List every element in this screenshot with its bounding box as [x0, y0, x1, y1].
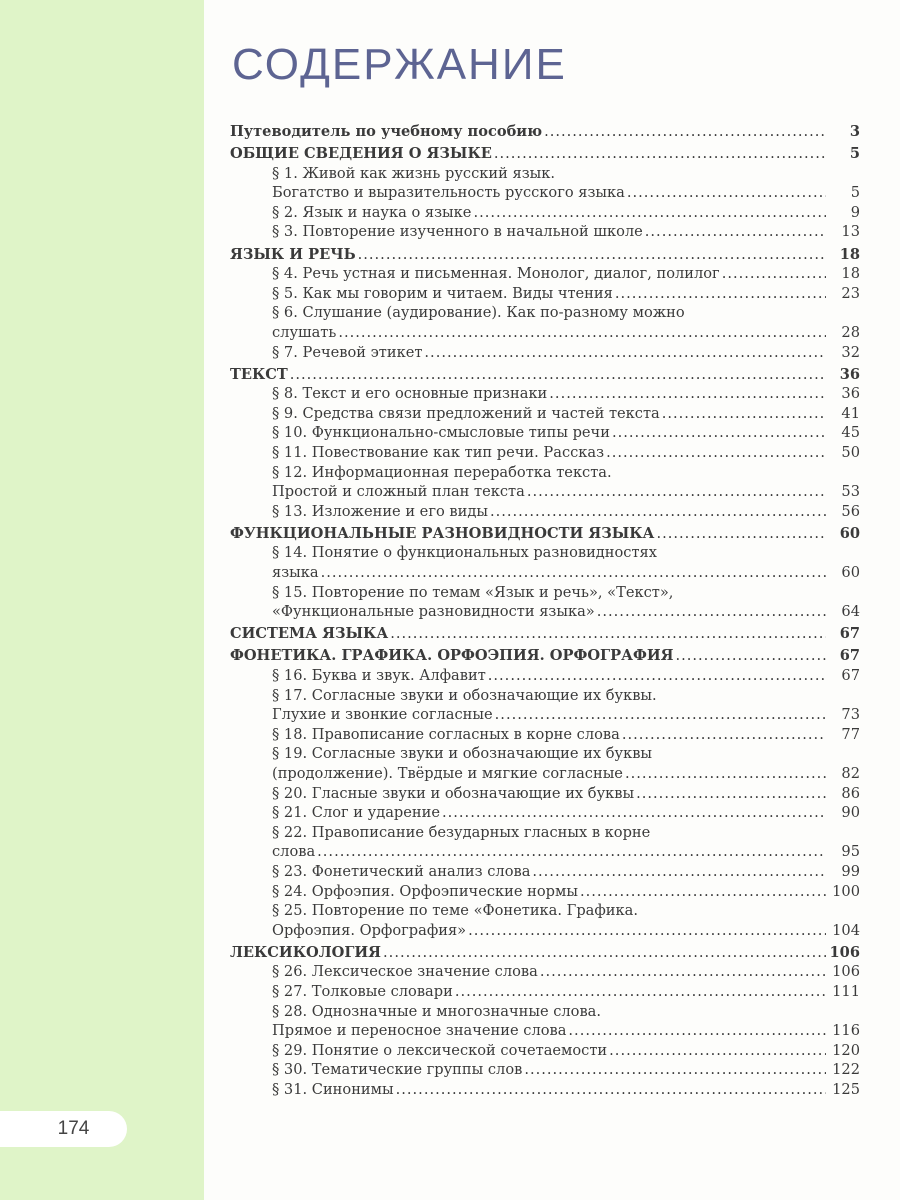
dot-leader: [527, 482, 826, 502]
toc-entry-title: ЯЗЫК И РЕЧЬ: [230, 245, 356, 263]
toc-page-number: 99: [841, 862, 860, 880]
dot-leader: [468, 921, 826, 941]
dot-leader: [383, 943, 826, 963]
dot-leader: [544, 122, 826, 142]
toc-entry[interactable]: [230, 666, 860, 686]
toc-entry-title: § 24. Орфоэпия. Орфоэпические нормы: [272, 882, 578, 900]
toc-entry-title: ОБЩИЕ СВЕДЕНИЯ О ЯЗЫКЕ: [230, 145, 492, 163]
dot-leader: [625, 764, 826, 784]
dot-leader: [317, 842, 826, 862]
toc-entry-title: § 23. Фонетический анализ слова: [272, 862, 531, 880]
toc-entry[interactable]: [230, 343, 860, 363]
toc-entry[interactable]: [230, 901, 860, 921]
dot-leader: [636, 784, 826, 804]
toc-page-number: 3: [849, 123, 860, 140]
toc-entry[interactable]: [230, 1041, 860, 1061]
toc-entry-title: § 27. Толковые словари: [272, 983, 453, 1001]
toc-chapter[interactable]: [230, 943, 860, 963]
toc-entry-title: § 11. Повествование как тип речи. Рассказ: [272, 444, 605, 461]
toc-entry-title: слушать: [272, 323, 337, 341]
page-number: 174: [0, 1111, 127, 1147]
toc-entry-title: § 30. Тематические группы слов: [272, 1061, 523, 1079]
toc-entry-title: § 25. Повторение по теме «Фонетика. Графика.: [272, 902, 638, 920]
toc-page-number: 13: [841, 223, 860, 241]
dot-leader: [494, 144, 826, 164]
toc-entry-title: § 31. Синонимы: [272, 1081, 394, 1098]
toc-entry-title: § 28. Однозначные и многозначные слова.: [272, 1002, 602, 1020]
toc-page-number: 36: [839, 365, 860, 383]
toc-entry-title: § 18. Правописание согласных в корне слова: [272, 725, 620, 743]
toc-page-number: 90: [841, 804, 860, 822]
toc-page-number: 18: [841, 265, 860, 283]
toc-page-number: 95: [841, 843, 860, 861]
toc-entry-title: ТЕКСТ: [230, 365, 288, 383]
toc-entry-title: ЛЕКСИКОЛОГИЯ: [230, 943, 382, 961]
dot-leader: [455, 982, 826, 1002]
toc-entry[interactable]: [230, 482, 860, 502]
toc-entry-title: § 12. Информационная переработка текста.: [272, 463, 612, 481]
toc-entry[interactable]: [230, 784, 860, 804]
toc-page-number: 106: [829, 943, 860, 961]
dot-leader: [622, 725, 826, 745]
toc-entry[interactable]: [230, 1021, 860, 1041]
toc-entry-title: § 21. Слог и ударение: [272, 804, 440, 822]
toc-entry[interactable]: [230, 203, 860, 223]
toc-page-number: 111: [832, 983, 860, 1001]
toc-entry[interactable]: [230, 384, 860, 404]
dot-leader: [609, 1041, 826, 1061]
toc-page-number: 106: [832, 963, 860, 981]
dot-leader: [662, 404, 826, 424]
toc-page-number: 104: [832, 921, 860, 939]
toc-entry[interactable]: [230, 222, 860, 242]
dot-leader: [488, 666, 826, 686]
toc-entry[interactable]: [230, 463, 860, 483]
toc-page-number: 9: [850, 203, 860, 221]
toc-entry[interactable]: [230, 725, 860, 745]
toc-chapter[interactable]: [230, 245, 860, 265]
toc-entry[interactable]: [230, 705, 860, 725]
toc-entry-title: § 5. Как мы говорим и читаем. Виды чтения: [272, 284, 613, 302]
table-of-contents: [230, 122, 860, 1100]
toc-page-number: 86: [841, 784, 860, 802]
toc-entry[interactable]: [230, 583, 860, 603]
toc-entry-title: Путеводитель по учебному пособию: [230, 123, 543, 140]
toc-entry[interactable]: [230, 744, 860, 764]
toc-page-number: 100: [832, 882, 860, 900]
toc-page-number: 73: [841, 706, 860, 724]
dot-leader: [290, 365, 826, 385]
toc-entry[interactable]: [230, 1080, 860, 1100]
toc-entry[interactable]: [230, 921, 860, 941]
dot-leader: [656, 524, 826, 544]
dot-leader: [424, 343, 826, 363]
toc-page-number: 82: [841, 765, 860, 782]
toc-entry[interactable]: [230, 1060, 860, 1080]
toc-chapter[interactable]: [230, 144, 860, 164]
toc-entry-title: § 4. Речь устная и письменная. Монолог, диалог, полилог: [272, 265, 720, 283]
toc-page-number: 67: [839, 625, 860, 643]
toc-page-number: 60: [839, 524, 860, 542]
toc-entry-title: Орфоэпия. Орфография»: [272, 921, 467, 939]
page-title: СОДЕРЖАНИЕ: [232, 40, 567, 89]
toc-entry-title: Глухие и звонкие согласные: [272, 706, 493, 724]
toc-page-number: 64: [841, 603, 860, 621]
dot-leader: [568, 1021, 826, 1041]
toc-page-number: 53: [841, 483, 860, 501]
toc-entry-title: § 3. Повторение изученного в начальной школе: [272, 223, 643, 241]
toc-entry-title: § 2. Язык и наука о языке: [272, 203, 472, 221]
toc-chapter[interactable]: [230, 122, 860, 142]
toc-page-number: 36: [841, 385, 860, 403]
toc-entry-title: языка: [272, 564, 319, 582]
dot-leader: [645, 222, 826, 242]
toc-entry[interactable]: [230, 882, 860, 902]
toc-entry[interactable]: [230, 164, 860, 184]
toc-entry[interactable]: [230, 962, 860, 982]
toc-entry[interactable]: [230, 323, 860, 343]
dot-leader: [396, 1080, 826, 1100]
toc-entry[interactable]: [230, 823, 860, 843]
toc-page-number: 77: [841, 725, 860, 743]
toc-page-number: 125: [832, 1081, 860, 1098]
toc-entry[interactable]: [230, 803, 860, 823]
toc-entry-title: § 22. Правописание безударных гласных в корне: [272, 823, 651, 841]
toc-page-number: 32: [841, 343, 860, 361]
toc-entry-title: ФУНКЦИОНАЛЬНЫЕ РАЗНОВИДНОСТИ ЯЗЫКА: [230, 524, 655, 542]
toc-chapter[interactable]: [230, 524, 860, 544]
dot-leader: [597, 602, 826, 622]
toc-page-number: 116: [832, 1022, 860, 1040]
dot-leader: [532, 862, 826, 882]
toc-page-number: 28: [841, 323, 860, 341]
toc-entry-title: § 14. Понятие о функциональных разновидностях: [272, 544, 657, 562]
toc-page-number: 120: [832, 1041, 860, 1059]
toc-entry[interactable]: [230, 982, 860, 1002]
dot-leader: [580, 882, 826, 902]
toc-entry-title: § 20. Гласные звуки и обозначающие их буквы: [272, 784, 635, 802]
toc-entry-title: § 19. Согласные звуки и обозначающие их буквы: [272, 745, 653, 763]
toc-entry-title: § 7. Речевой этикет: [272, 343, 423, 361]
toc-entry-title: § 10. Функционально-смысловые типы речи: [272, 424, 610, 442]
toc-entry-title: § 16. Буква и звук. Алфавит: [272, 667, 486, 685]
dot-leader: [473, 203, 826, 223]
toc-entry[interactable]: [230, 264, 860, 284]
toc-entry-title: Богатство и выразительность русского языка: [272, 184, 625, 202]
toc-chapter[interactable]: [230, 365, 860, 385]
toc-entry-title: Прямое и переносное значение слова: [272, 1022, 567, 1040]
toc-entry-title: слова: [272, 843, 316, 861]
toc-entry[interactable]: [230, 686, 860, 706]
dot-leader: [490, 502, 826, 522]
dot-leader: [495, 705, 826, 725]
toc-entry-title: § 6. Слушание (аудирование). Как по-разному можно: [272, 304, 685, 322]
toc-entry[interactable]: [230, 443, 860, 463]
toc-entry[interactable]: [230, 303, 860, 323]
toc-chapter[interactable]: [230, 646, 860, 666]
toc-entry[interactable]: [230, 183, 860, 203]
toc-entry[interactable]: [230, 842, 860, 862]
toc-page-number: 23: [841, 284, 860, 302]
toc-entry[interactable]: [230, 502, 860, 522]
dot-leader: [606, 443, 826, 463]
toc-entry-title: СИСТЕМА ЯЗЫКА: [230, 625, 389, 643]
dot-leader: [338, 323, 826, 343]
toc-entry[interactable]: [230, 404, 860, 424]
toc-entry-title: § 8. Текст и его основные признаки: [272, 385, 548, 403]
toc-entry[interactable]: [230, 862, 860, 882]
toc-entry-title: § 1. Живой как жизнь русский язык.: [272, 164, 556, 182]
toc-page-number: 18: [839, 245, 860, 263]
toc-entry-title: § 26. Лексическое значение слова: [272, 963, 538, 981]
toc-entry[interactable]: [230, 284, 860, 304]
dot-leader: [675, 646, 826, 666]
toc-entry-title: § 9. Средства связи предложений и частей текста: [272, 404, 660, 422]
toc-entry-title: § 15. Повторение по темам «Язык и речь», «Текст»,: [272, 583, 674, 601]
toc-page-number: 5: [849, 145, 860, 163]
toc-entry[interactable]: [230, 602, 860, 622]
toc-page-number: 122: [832, 1061, 860, 1079]
toc-page-number: 41: [841, 404, 860, 422]
toc-entry[interactable]: [230, 423, 860, 443]
dot-leader: [627, 183, 826, 203]
toc-page-number: 60: [841, 564, 860, 582]
dot-leader: [390, 624, 826, 644]
dot-leader: [358, 245, 826, 265]
toc-page-number: 56: [841, 502, 860, 520]
toc-page-number: 67: [839, 647, 860, 665]
dot-leader: [549, 384, 826, 404]
toc-page-number: 50: [841, 444, 860, 461]
toc-entry-title: Простой и сложный план текста: [272, 483, 525, 501]
dot-leader: [722, 264, 826, 284]
toc-entry-title: ФОНЕТИКА. ГРАФИКА. ОРФОЭПИЯ. ОРФОГРАФИЯ: [230, 647, 674, 665]
toc-entry[interactable]: [230, 563, 860, 583]
dot-leader: [321, 563, 826, 583]
toc-page-number: 67: [841, 667, 860, 685]
toc-entry-title: § 29. Понятие о лексической сочетаемости: [272, 1041, 608, 1059]
dot-leader: [612, 423, 826, 443]
toc-page-number: 45: [841, 424, 860, 442]
toc-entry-title: «Функциональные разновидности языка»: [272, 603, 595, 621]
toc-entry[interactable]: [230, 764, 860, 784]
toc-entry-title: § 17. Согласные звуки и обозначающие их буквы.: [272, 686, 657, 704]
dot-leader: [442, 803, 826, 823]
toc-entry[interactable]: [230, 1002, 860, 1022]
toc-entry[interactable]: [230, 543, 860, 563]
toc-entry-title: (продолжение). Твёрдые и мягкие согласные: [272, 765, 623, 782]
toc-entry-title: § 13. Изложение и его виды: [272, 502, 488, 520]
dot-leader: [524, 1060, 826, 1080]
toc-page-number: 5: [850, 184, 860, 202]
side-color-band: [0, 0, 204, 1200]
dot-leader: [615, 284, 826, 304]
toc-chapter[interactable]: [230, 624, 860, 644]
dot-leader: [540, 962, 826, 982]
